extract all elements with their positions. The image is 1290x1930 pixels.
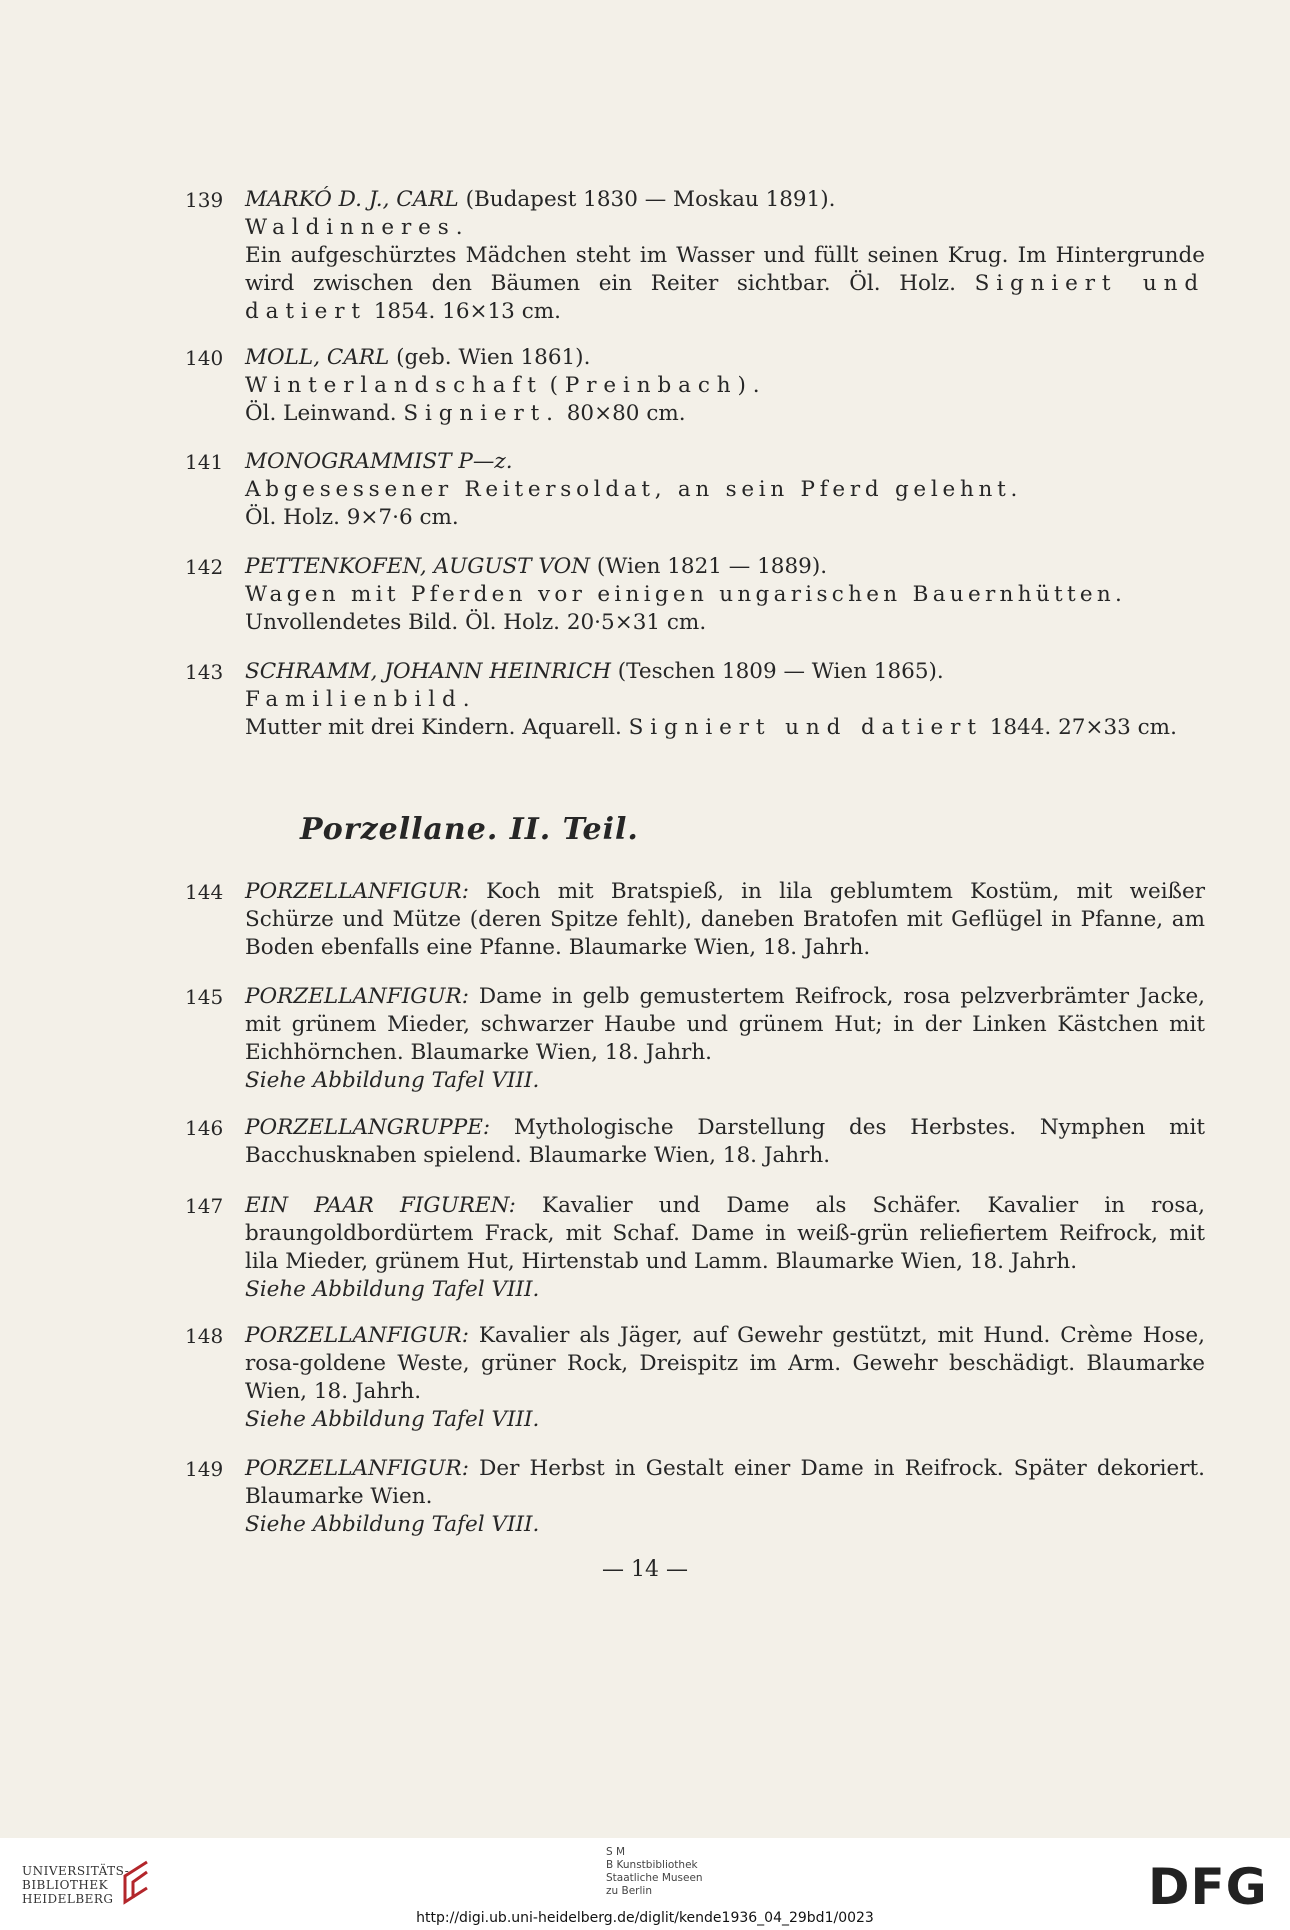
artist-name: MONOGRAMMIST P—z. — [245, 449, 513, 474]
artwork-details: 1844. 27×33 cm. — [989, 715, 1177, 740]
signature-note: Signiert und datiert — [628, 715, 983, 740]
entry-144 — [185, 878, 1205, 962]
item-description: Mythologische Darstellung des Herbstes. Nymphen mit Bacchusknaben spielend. Blaumarke Wien, 18. Jahrh. — [245, 1115, 1205, 1168]
entry-number: 146 — [185, 1116, 224, 1140]
plate-reference: Siehe Abbildung Tafel VIII. — [245, 1512, 540, 1537]
entry-number: 149 — [185, 1457, 224, 1481]
artist-dates: (Budapest 1830 — Moskau 1891). — [465, 187, 836, 212]
item-label: EIN PAAR FIGUREN: — [245, 1193, 516, 1218]
artwork-title: Winterlandschaft — [245, 373, 543, 398]
entry-number: 145 — [185, 985, 224, 1009]
artist-dates: (Teschen 1809 — Wien 1865). — [617, 659, 944, 684]
artist-dates: (Wien 1821 — 1889). — [596, 554, 828, 579]
plate-reference: Siehe Abbildung Tafel VIII. — [245, 1068, 540, 1093]
item-label: PORZELLANFIGUR: — [245, 1323, 469, 1348]
entry-149 — [185, 1455, 1206, 1539]
artwork-size: 80×80 cm. — [566, 401, 686, 426]
plate-reference: Siehe Abbildung Tafel VIII. — [245, 1277, 540, 1302]
digitization-footer — [0, 1838, 1290, 1930]
plate-reference: Siehe Abbildung Tafel VIII. — [245, 1407, 540, 1432]
signature-note: Signiert und datiert — [245, 271, 1205, 324]
entry-number: 147 — [185, 1194, 224, 1218]
artwork-title-place: (Preinbach). — [549, 373, 767, 398]
dfg-logo: DFG — [1148, 1858, 1268, 1916]
artist-name: MARKÓ D. J., CARL — [245, 187, 459, 212]
artwork-details: 1854. 16×13 cm. — [373, 299, 561, 324]
item-label: PORZELLANFIGUR: — [245, 879, 469, 904]
artist-name: MOLL, CARL — [245, 345, 390, 370]
entry-147 — [185, 1192, 1206, 1304]
university-library-label: UNIVERSITÄTS- BIBLIOTHEK HEIDELBERG — [22, 1864, 130, 1906]
signature-note: Signiert. — [403, 401, 560, 426]
artwork-title: Waldinneres. — [245, 215, 470, 240]
entry-146 — [185, 1114, 1205, 1170]
item-description: Der Herbst in Gestalt einer Dame in Reifrock. Später dekoriert. Blaumarke Wien. — [245, 1456, 1206, 1509]
entry-number: 142 — [185, 555, 224, 579]
artwork-title: Wagen mit Pferden vor einigen ungarischen Bauernhütten. — [245, 582, 1127, 607]
entry-number: 140 — [185, 346, 224, 370]
entry-number: 141 — [185, 450, 224, 474]
artist-dates: (geb. Wien 1861). — [396, 345, 591, 370]
artwork-medium: Öl. Holz. 9×7·6 cm. — [245, 505, 459, 530]
artwork-description: Ein aufgeschürztes Mädchen steht im Wasser und füllt seinen Krug. Im Hintergrunde wird zwischen den Bäumen ein Reiter sichtbar. Öl. Holz. — [245, 243, 1205, 296]
artwork-medium: Öl. Leinwand. — [245, 401, 397, 426]
artwork-title: Familienbild. — [245, 687, 477, 712]
university-logo-icon — [117, 1858, 153, 1908]
item-description: Kavalier und Dame als Schäfer. Kavalier in rosa, braungoldbordürtem Frack, mit Schaf. Dame in weiß-grün reliefiertem Reifrock, mit lila Mieder, grünem Hut, Hirtenstab und Lamm. Blaumarke Wien, 18. Jahrh. — [245, 1193, 1206, 1274]
entry-141 — [185, 448, 1205, 532]
entry-142 — [185, 553, 1205, 637]
artist-name: SCHRAMM, JOHANN HEINRICH — [245, 659, 611, 684]
entry-number: 139 — [185, 188, 224, 212]
entry-143 — [185, 658, 1205, 742]
entry-148 — [185, 1322, 1205, 1434]
section-heading: Porzellane. II. Teil. — [300, 812, 639, 847]
entry-145 — [185, 983, 1206, 1095]
entry-139 — [185, 186, 1205, 326]
item-description: Koch mit Bratspieß, in lila geblumtem Kostüm, mit weißer Schürze und Mütze (deren Spitze fehlt), daneben Bratofen mit Geflügel in Pfanne, am Boden ebenfalls eine Pfanne. Blaumarke Wien, 18. Jahrh. — [245, 879, 1205, 960]
item-description: Kavalier als Jäger, auf Gewehr gestützt, mit Hund. Crème Hose, rosa-goldene Weste, grüner Rock, Dreispitz im Arm. Gewehr beschädigt. Blaumarke Wien, 18. Jahrh. — [245, 1323, 1205, 1404]
entry-number: 148 — [185, 1324, 224, 1348]
entry-number: 143 — [185, 660, 224, 684]
item-label: PORZELLANFIGUR: — [245, 1456, 469, 1481]
sm-kunstbibliothek-label: S M B Kunstbibliothek Staatliche Museen zu Berlin — [606, 1846, 703, 1897]
item-label: PORZELLANFIGUR: — [245, 984, 469, 1009]
entry-140 — [185, 344, 1205, 428]
artwork-medium: Unvollendetes Bild. Öl. Holz. 20·5×31 cm. — [245, 610, 707, 635]
page-number: — 14 — — [602, 1557, 688, 1582]
item-description: Dame in gelb gemustertem Reifrock, rosa pelzverbrämter Jacke, mit grünem Mieder, schwarzer Haube und grünem Hut; in der Linken Kästchen mit Eichhörnchen. Blaumarke Wien, 18. Jahrh. — [245, 984, 1206, 1065]
artwork-medium: Mutter mit drei Kindern. Aquarell. — [245, 715, 622, 740]
item-label: PORZELLANGRUPPE: — [245, 1115, 491, 1140]
artwork-title: Abgesessener Reitersoldat, an sein Pferd gelehnt. — [245, 477, 1023, 502]
artist-name: PETTENKOFEN, AUGUST VON — [245, 554, 591, 579]
entry-number: 144 — [185, 880, 224, 904]
source-url[interactable]: http://digi.ub.uni-heidelberg.de/diglit/kende1936_04_29bd1/0023 — [416, 1910, 874, 1926]
